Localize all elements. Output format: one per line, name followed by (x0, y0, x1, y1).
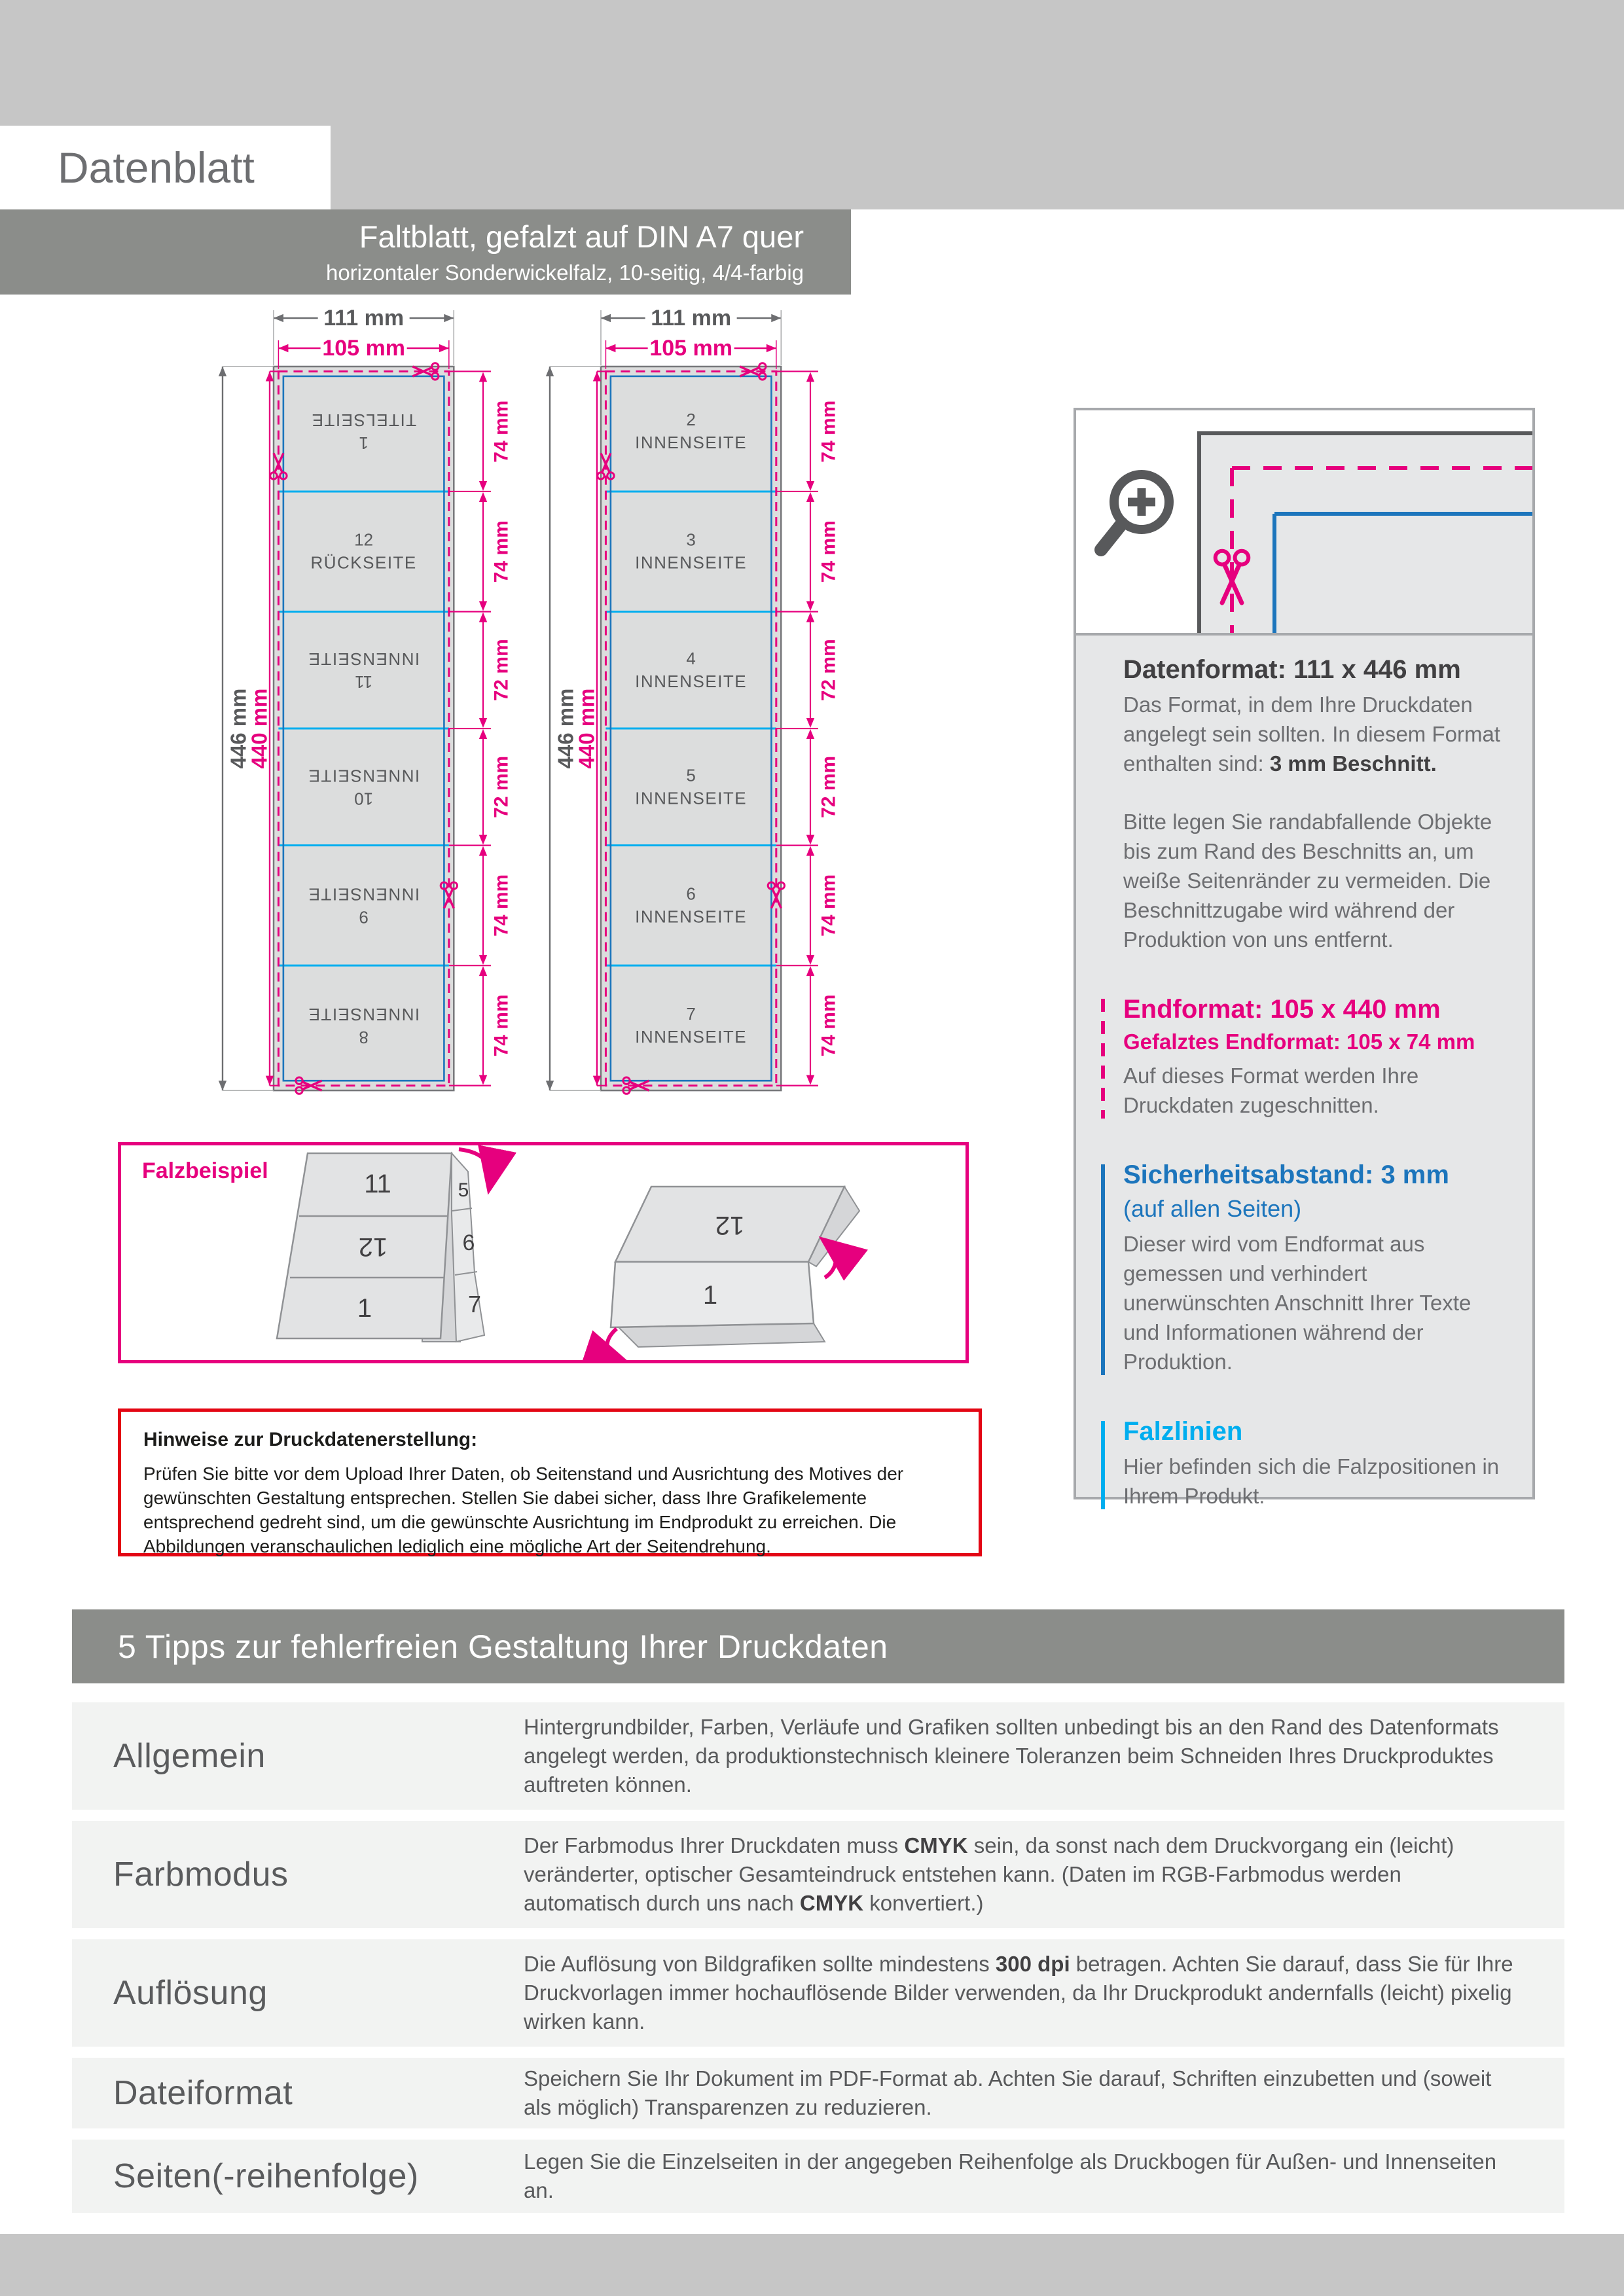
tip-text: Speichern Sie Ihr Dokument im PDF-Format ab. Achten Sie darauf, Schriften einzubetten und (soweit als möglich) Transparenzen zu reduzieren. (524, 2066, 1492, 2119)
panel-label: 9INNENSEITE (308, 884, 420, 927)
fold-example-box (118, 1142, 969, 1363)
tip-row-dateiformat (72, 2058, 1564, 2128)
fold-step-open (277, 1149, 491, 1342)
endformat-width-label: 105 mm (322, 336, 405, 361)
fold-panel-label: 11 (364, 1170, 391, 1198)
tips-heading-band (72, 1609, 1564, 1683)
panel-label: 10INNENSEITE (308, 766, 420, 809)
product-title: Faltblatt, gefalzt auf DIN A7 quer (359, 219, 804, 254)
corner-sheet (1199, 431, 1532, 633)
product-header-band (0, 209, 851, 295)
segment-height-label: 74 mm (818, 994, 840, 1057)
page-title: Datenblatt (58, 143, 255, 192)
panel-label: 8INNENSEITE (308, 1004, 420, 1047)
tip-label: Dateiformat (113, 2074, 293, 2112)
datenformat-height-label: 446 mm (553, 688, 578, 769)
sicherheitsabstand-subtitle: (auf allen Seiten) (1123, 1195, 1302, 1222)
fold-panel-label: 12 (715, 1211, 745, 1240)
falzlinien-title: Falzlinien (1123, 1417, 1243, 1446)
segment-height-label: 72 mm (818, 639, 840, 702)
tip-text: Legen Sie die Einzelseiten in der angegeben Reihenfolge als Druckbogen für Außen- und Innenseiten an. (524, 2149, 1497, 2202)
panel-label: 3 INNENSEITE (635, 529, 748, 573)
diagram-sheet-outer (177, 296, 517, 1107)
tip-label: Auflösung (113, 1974, 268, 2012)
panel-label: 6 INNENSEITE (635, 884, 748, 927)
falzlinien-text: Hier befinden sich die Falzpositionen in Ihrem Produkt. (1123, 1454, 1500, 1508)
tip-label: Seiten(-reihenfolge) (113, 2157, 419, 2195)
tip-text: Hintergrundbilder, Farben, Verläufe und Grafiken sollten unbedingt bis an den Rand des Datenformats angelegt werden, da produktionstechnisch kleinere Toleranzen beim Schneiden Ihres Druckproduktes auftreten können. (524, 1715, 1499, 1797)
tips-heading: 5 Tipps zur fehlerfreien Gestaltung Ihrer Druckdaten (118, 1628, 888, 1665)
fold-example-label: Falzbeispiel (142, 1158, 268, 1183)
segment-height-label: 74 mm (490, 874, 513, 937)
panel-label: 7 INNENSEITE (635, 1003, 748, 1047)
tip-label: Farbmodus (113, 1856, 289, 1893)
fold-strip-label: 7 (467, 1291, 482, 1318)
corner-zoom-illustration (1076, 410, 1532, 633)
datenformat-title: Datenformat: 111 x 446 mm (1123, 655, 1461, 684)
segment-height-label: 74 mm (490, 520, 513, 583)
segment-height-label: 72 mm (818, 755, 840, 818)
segment-height-label: 74 mm (490, 400, 513, 463)
fold-panel-label: 12 (358, 1232, 388, 1261)
segment-height-label: 72 mm (490, 639, 513, 702)
footer-band (0, 2234, 1624, 2296)
segment-height-label: 74 mm (818, 874, 840, 937)
endformat-subtitle: Gefalztes Endformat: 105 x 74 mm (1123, 1030, 1475, 1054)
segment-height-label: 74 mm (490, 994, 513, 1057)
sicherheitsabstand-text: Dieser wird vom Endformat aus gemessen und verhindert unerwünschten Anschnitt Ihrer Texte und Informationen während der Produktion. (1123, 1232, 1471, 1374)
fold-step-closed (607, 1187, 859, 1360)
datenformat-height-label: 446 mm (226, 688, 251, 769)
datenformat-width-label: 111 mm (651, 306, 732, 331)
segment-height-label: 72 mm (490, 755, 513, 818)
panel-label: 12 RÜCKSEITE (310, 529, 417, 573)
tip-text: Die Auflösung von Bildgrafiken sollte mindestens 300 dpi betragen. Achten Sie darauf, dass Sie für Ihre Druckvorlagen immer hochauflösende Bilder verwenden, da Ihr Druckprodukt andernfalls (leicht) pixelig wirken kann. (524, 1952, 1513, 2034)
tip-label: Allgemein (113, 1737, 266, 1775)
legend-endformat (1123, 995, 1505, 1120)
endformat-height-label: 440 mm (247, 688, 272, 769)
panel-label: 1TITELSEITE (311, 410, 417, 454)
endformat-width-label: 105 mm (649, 336, 732, 361)
fold-panel-label: 1 (702, 1281, 718, 1310)
panel-label: 5 INNENSEITE (635, 765, 748, 808)
notes-box (118, 1408, 982, 1556)
tip-row-seitenreihenfolge (72, 2140, 1564, 2213)
page-title-box (0, 126, 331, 209)
product-subtitle: horizontaler Sonderwickelfalz, 10-seitig, 4/4-farbig (325, 260, 804, 285)
tip-row-allgemein (72, 1702, 1564, 1810)
datenformat-width-label: 111 mm (323, 306, 405, 331)
endformat-title: Endformat: 105 x 440 mm (1123, 995, 1441, 1024)
panel-label: 4 INNENSEITE (635, 648, 748, 691)
tip-row-farbmodus (72, 1821, 1564, 1928)
datenformat-text-2: Bitte legen Sie randabfallende Objekte bis zum Rand des Beschnitts an, um weiße Seitenränder zu vermeiden. Die Beschnittzugabe wird während der Produktion von uns entfernt. (1123, 810, 1492, 952)
diagram-sheet-inner (504, 296, 844, 1107)
segment-height-label: 74 mm (818, 400, 840, 463)
fold-strip-label: 5 (458, 1179, 469, 1201)
datenformat-text-1: Das Format, in dem Ihre Druckdaten angelegt sein sollten. In diesem Format enthalten sind: 3 mm Beschnitt. (1123, 692, 1500, 776)
endformat-text: Auf dieses Format werden Ihre Druckdaten zugeschnitten. (1123, 1064, 1419, 1117)
legend-falzlinien (1123, 1417, 1505, 1511)
panel-label: 2 INNENSEITE (635, 410, 748, 453)
endformat-height-label: 440 mm (574, 688, 599, 769)
tip-text: Der Farbmodus Ihrer Druckdaten muss CMYK sein, da sonst nach dem Druckvorgang ein (leicht) veränderter, optischer Gesamteindruck entstehen kann. (Daten im RGB-Farbmodus werden automatisch durch uns nach CMYK konvertiert.) (524, 1833, 1454, 1915)
sicherheitsabstand-title: Sicherheitsabstand: 3 mm (1123, 1160, 1449, 1189)
legend-sicherheitsabstand (1123, 1160, 1505, 1376)
segment-height-label: 74 mm (818, 520, 840, 583)
corner-zoom-box (1074, 408, 1535, 636)
notes-title: Hinweise zur Druckdatenerstellung: (143, 1429, 478, 1450)
panel-label: 11INNENSEITE (308, 649, 420, 692)
fold-arrow-icon (607, 1329, 620, 1360)
legend-panel (1074, 636, 1535, 1508)
tip-row-aufloesung (72, 1939, 1564, 2047)
legend-datenformat (1123, 655, 1505, 954)
magnifier-plus-icon (1101, 475, 1169, 550)
fold-panel-label: 1 (357, 1294, 372, 1323)
fold-strip-label: 6 (462, 1230, 475, 1255)
notes-text: Prüfen Sie bitte vor dem Upload Ihrer Daten, ob Seitenstand und Ausrichtung des Motives der gewünschten Gestaltung entsprechen. Stellen Sie dabei sicher, dass Ihre Grafikelemente entsprechend gedreht sind, um die gewünschte Ausrichtung im Endprodukt zu erreichen. Die Abbildungen veranschaulichen lediglich eine mögliche Art der Seitendrehung. (143, 1463, 904, 1556)
